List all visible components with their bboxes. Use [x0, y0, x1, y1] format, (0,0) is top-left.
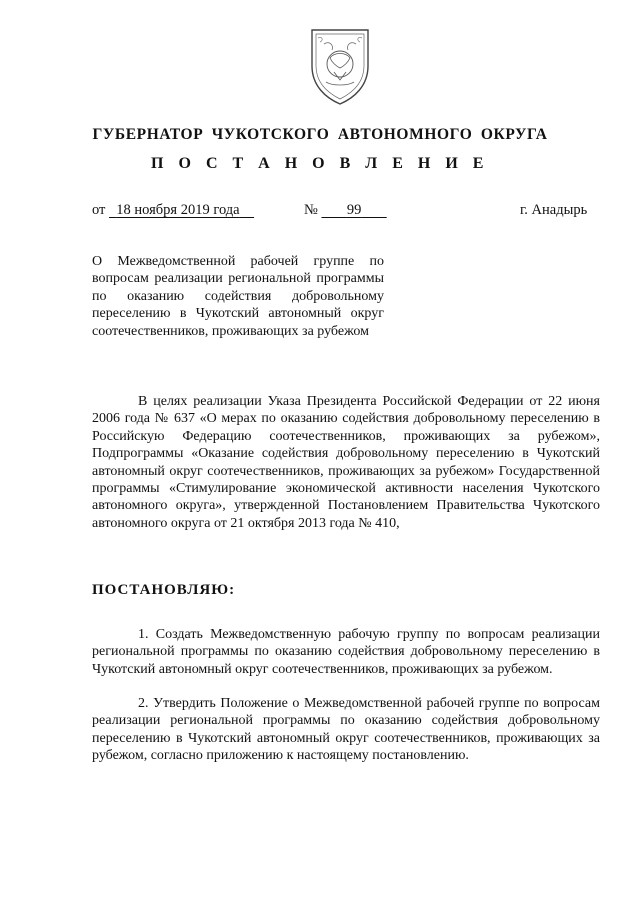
- date-label: от: [92, 202, 106, 218]
- document-date-line: [92, 202, 254, 219]
- document-number-value: 99: [346, 202, 362, 218]
- number-label: №: [304, 202, 318, 218]
- decree-item-2: 2. Утвердить Положение о Межведомственной рабочей группе по вопросам реализации региональной программы по оказанию содействия добровольному переселению в Чукотский автономный округ соотечественников, проживающих за рубежом, согласно приложению к настоящему постановлению.: [92, 696, 600, 764]
- decree-heading: ПОСТАНОВЛЯЮ:: [92, 582, 236, 598]
- authority-title: ГУБЕРНАТОР ЧУКОТСКОГО АВТОНОМНОГО ОКРУГА: [92, 126, 548, 143]
- document-number: [321, 202, 386, 218]
- document-type-title: П О С Т А Н О В Л Е Н И Е: [151, 155, 489, 172]
- document-number-line: [304, 202, 387, 219]
- coat-of-arms-icon: [304, 24, 376, 108]
- preamble-paragraph: В целях реализации Указа Президента Российской Федерации от 22 июня 2006 года № 637 «О мерах по оказанию содействия добровольному переселению в Российскую Федерацию соотечественников, проживающих за рубежом», Подпрограммы «Оказание содействия добровольному переселению в Чукотский автономный округ соотечественников, проживающих за рубежом» Государственной программы «Стимулирование экономической активности населения Чукотского автономного округа», утвержденной Постановлением Правительства Чукотского автономного округа от 21 октября 2013 года № 410,: [92, 394, 600, 531]
- document-subject: О Межведомственной рабочей группе по вопросам реализации региональной программы по оказанию содействия добровольному переселению в Чукотский автономный округ соотечественников, проживающих за рубежом: [92, 254, 384, 339]
- document-date-value: 18 ноября 2019 года: [116, 202, 240, 218]
- decree-item-1: 1. Создать Межведомственную рабочую группу по вопросам реализации региональной программы по оказанию содействия добровольному переселению в Чукотский автономный округ соотечественников, проживающих за рубежом.: [92, 627, 600, 677]
- document-city: г. Анадырь: [520, 202, 588, 218]
- document-date: [109, 202, 254, 218]
